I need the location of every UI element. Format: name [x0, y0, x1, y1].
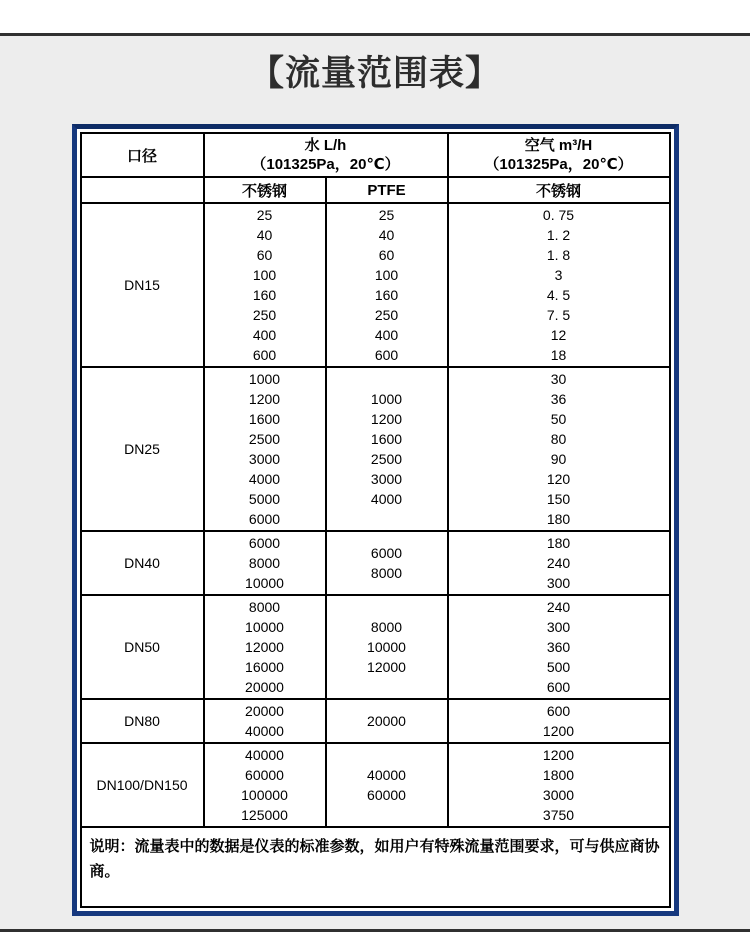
value-stack: [449, 596, 669, 698]
flow-value: 60: [256, 247, 273, 263]
flow-value: 40000: [245, 723, 284, 739]
flow-value: 10000: [245, 575, 284, 591]
air-stainless-cell: [448, 531, 670, 595]
flow-value: 160: [374, 287, 399, 303]
flow-value: 180: [546, 535, 571, 551]
flow-value: 7. 5: [546, 307, 571, 323]
water-stainless-cell: [204, 367, 326, 531]
flow-value: 40: [378, 227, 395, 243]
note-row: [81, 827, 670, 907]
header-air: [448, 133, 670, 177]
header-water-condition: （101325Pa，20℃）: [251, 156, 400, 173]
header-air-title: 空气 m³/H: [524, 137, 593, 154]
flow-value: 50: [550, 411, 567, 427]
value-stack: [449, 204, 669, 366]
table-body: [81, 203, 670, 827]
flow-value: 8000: [370, 565, 403, 581]
header-air-condition: （101325Pa，20℃）: [484, 156, 633, 173]
flow-value: 3000: [542, 787, 575, 803]
flow-value: 18: [550, 347, 567, 363]
flow-value: 6000: [248, 511, 281, 527]
value-stack: [205, 532, 325, 594]
flow-value: 3: [554, 267, 563, 283]
value-stack: [205, 204, 325, 366]
header-water-ptfe: PTFE: [326, 177, 448, 203]
flow-value: 80: [550, 431, 567, 447]
flow-value: 400: [374, 327, 399, 343]
flow-value: 20000: [367, 713, 406, 729]
header-empty-cell: [81, 177, 204, 203]
value-stack: [449, 700, 669, 742]
water-stainless-cell: [204, 699, 326, 743]
flow-value: 3750: [542, 807, 575, 823]
flow-value: 60: [378, 247, 395, 263]
diameter-cell: DN40: [81, 531, 204, 595]
water-ptfe-cell: [326, 699, 448, 743]
value-stack: [205, 596, 325, 698]
header-water-stainless: 不锈钢: [204, 177, 326, 203]
flow-value: 10000: [367, 639, 406, 655]
water-ptfe-cell: [326, 203, 448, 367]
air-stainless-cell: [448, 595, 670, 699]
value-stack: [449, 532, 669, 594]
flow-value: 8000: [248, 555, 281, 571]
flow-value: 25: [378, 207, 395, 223]
value-stack: [327, 616, 447, 678]
flow-value: 4000: [370, 491, 403, 507]
value-stack: [449, 744, 669, 826]
air-stainless-cell: [448, 699, 670, 743]
flow-value: 1200: [542, 747, 575, 763]
air-stainless-cell: [448, 743, 670, 827]
flow-value: 240: [546, 555, 571, 571]
flow-value: 6000: [370, 545, 403, 561]
flow-value: 2500: [370, 451, 403, 467]
header-row-units: [81, 133, 670, 177]
flow-value: 5000: [248, 491, 281, 507]
flow-value: 1200: [370, 411, 403, 427]
table-row: [81, 367, 670, 531]
header-water-title: 水 L/h: [304, 137, 347, 154]
flow-value: 1000: [370, 391, 403, 407]
content-panel: [0, 33, 750, 932]
table-row: [81, 743, 670, 827]
header-air-stainless: 不锈钢: [448, 177, 670, 203]
flow-value: 16000: [245, 659, 284, 675]
flow-value: 240: [546, 599, 571, 615]
flow-value: 40: [256, 227, 273, 243]
table-row: [81, 595, 670, 699]
flow-value: 250: [374, 307, 399, 323]
value-stack: [327, 764, 447, 806]
flow-value: 90: [550, 451, 567, 467]
flow-range-table: [80, 132, 671, 908]
header-diameter: 口径: [81, 133, 204, 177]
flow-value: 100000: [241, 787, 288, 803]
flow-value: 1800: [542, 767, 575, 783]
flow-value: 1200: [542, 723, 575, 739]
diameter-cell: DN15: [81, 203, 204, 367]
flow-value: 4. 5: [546, 287, 571, 303]
water-ptfe-cell: [326, 743, 448, 827]
header-water: [204, 133, 448, 177]
flow-value: 600: [374, 347, 399, 363]
flow-value: 40000: [367, 767, 406, 783]
flow-value: 300: [546, 575, 571, 591]
flow-value: 20000: [245, 679, 284, 695]
value-stack: [205, 700, 325, 742]
flow-value: 1. 2: [546, 227, 571, 243]
flow-value: 40000: [245, 747, 284, 763]
flow-value: 60000: [367, 787, 406, 803]
table-row: [81, 203, 670, 367]
flow-value: 100: [374, 267, 399, 283]
flow-value: 10000: [245, 619, 284, 635]
diameter-cell: DN25: [81, 367, 204, 531]
flow-value: 12: [550, 327, 567, 343]
flow-range-table-frame: [72, 124, 679, 916]
diameter-cell: DN50: [81, 595, 204, 699]
table-row: [81, 699, 670, 743]
flow-value: 100: [252, 267, 277, 283]
flow-value: 4000: [248, 471, 281, 487]
flow-value: 2500: [248, 431, 281, 447]
flow-value: 1600: [370, 431, 403, 447]
flow-value: 360: [546, 639, 571, 655]
value-stack: [205, 744, 325, 826]
flow-value: 250: [252, 307, 277, 323]
value-stack: [327, 710, 447, 732]
flow-value: 180: [546, 511, 571, 527]
flow-value: 6000: [248, 535, 281, 551]
water-ptfe-cell: [326, 595, 448, 699]
flow-value: 1600: [248, 411, 281, 427]
value-stack: [327, 204, 447, 366]
flow-value: 600: [252, 347, 277, 363]
value-stack: [205, 368, 325, 530]
flow-value: 600: [546, 679, 571, 695]
water-stainless-cell: [204, 531, 326, 595]
diameter-cell: DN100/DN150: [81, 743, 204, 827]
flow-value: 300: [546, 619, 571, 635]
flow-value: 20000: [245, 703, 284, 719]
flow-value: 1. 8: [546, 247, 571, 263]
flow-value: 8000: [370, 619, 403, 635]
flow-value: 120: [546, 471, 571, 487]
flow-value: 1000: [248, 371, 281, 387]
water-stainless-cell: [204, 203, 326, 367]
value-stack: [327, 542, 447, 584]
value-stack: [449, 368, 669, 530]
flow-value: 12000: [245, 639, 284, 655]
flow-value: 8000: [248, 599, 281, 615]
flow-value: 25: [256, 207, 273, 223]
flow-value: 150: [546, 491, 571, 507]
header-row-materials: [81, 177, 670, 203]
flow-value: 160: [252, 287, 277, 303]
flow-value: 30: [550, 371, 567, 387]
flow-value: 3000: [248, 451, 281, 467]
flow-value: 600: [546, 703, 571, 719]
air-stainless-cell: [448, 203, 670, 367]
flow-value: 400: [252, 327, 277, 343]
flow-value: 500: [546, 659, 571, 675]
diameter-cell: DN80: [81, 699, 204, 743]
value-stack: [327, 388, 447, 510]
note-cell: 说明：流量表中的数据是仪表的标准参数，如用户有特殊流量范围要求，可与供应商协商。: [81, 827, 670, 907]
flow-value: 60000: [245, 767, 284, 783]
water-stainless-cell: [204, 595, 326, 699]
flow-value: 3000: [370, 471, 403, 487]
water-stainless-cell: [204, 743, 326, 827]
flow-value: 125000: [241, 807, 288, 823]
water-ptfe-cell: [326, 367, 448, 531]
page-title: 【流量范围表】: [248, 54, 501, 93]
water-ptfe-cell: [326, 531, 448, 595]
flow-value: 1200: [248, 391, 281, 407]
table-row: [81, 531, 670, 595]
air-stainless-cell: [448, 367, 670, 531]
flow-value: 12000: [367, 659, 406, 675]
flow-value: 0. 75: [542, 207, 575, 223]
flow-value: 36: [550, 391, 567, 407]
